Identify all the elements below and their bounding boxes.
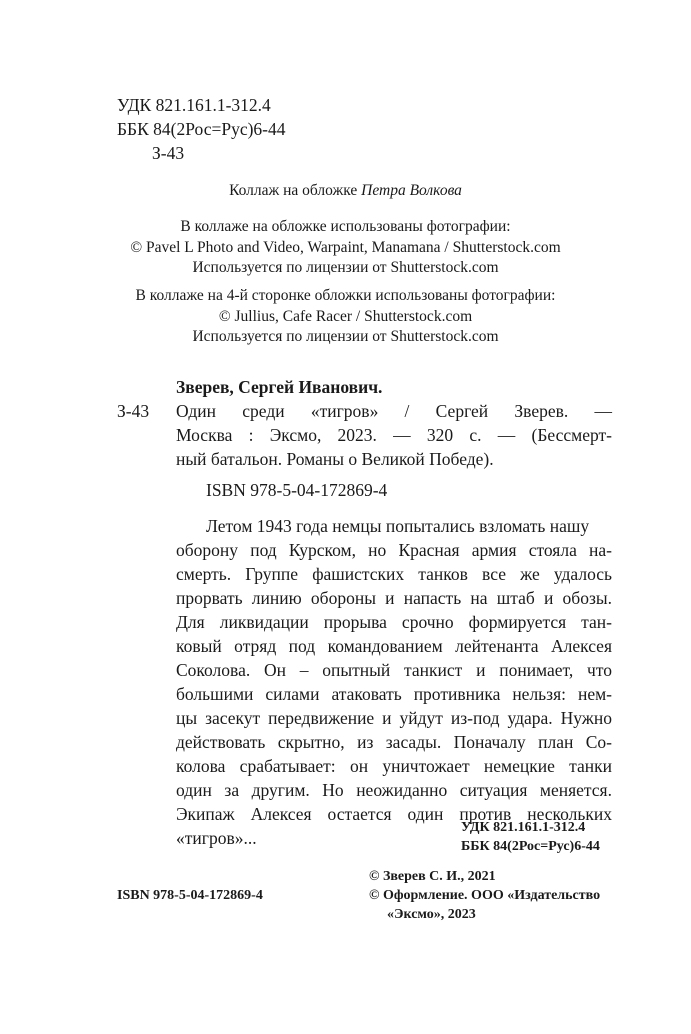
catalog-title-block bbox=[176, 399, 612, 471]
collage-author: Петра Волкова bbox=[361, 182, 462, 199]
copyright-design-continued: «Эксмо», 2023 bbox=[387, 907, 476, 922]
annotation-line: колова срабатывает: он уничтожает немецкие танки bbox=[176, 756, 612, 776]
catalog-title-line: Один среди «тигров» / Сергей Зверев. — bbox=[176, 401, 612, 421]
annotation-line: действовать скрытно, из засады. Поначалу план Со- bbox=[176, 732, 612, 752]
copyright-design: © Оформление. ООО «Издательство bbox=[369, 888, 601, 903]
footer-isbn: ISBN 978-5-04-172869-4 bbox=[117, 888, 263, 903]
catalog-title-line: ный батальон. Романы о Великой Победе). bbox=[176, 449, 494, 469]
annotation-line: оборону под Курском, но Красная армия стояла на- bbox=[176, 540, 612, 560]
annotation-line: «тигров»... bbox=[176, 828, 257, 848]
copyright-author: © Зверев С. И., 2021 bbox=[369, 869, 496, 884]
catalog-isbn: ISBN 978-5-04-172869-4 bbox=[206, 480, 388, 500]
annotation-line: цы засекут передвижение и уйдут из-под удара. Нужно bbox=[176, 708, 612, 728]
annotation-line: большими силами атаковать противника нельзя: нем- bbox=[176, 684, 612, 704]
bbk-code: ББК 84(2Рос=Рус)6-44 bbox=[117, 119, 286, 139]
annotation-first-line: Летом 1943 года немцы попытались взломать нашу bbox=[206, 516, 590, 536]
back-photos-heading: В коллаже на 4-й сторонке обложки использованы фотографии: bbox=[135, 287, 556, 304]
annotation-line: Соколова. Он – опытный танкист и понимает, что bbox=[176, 660, 612, 680]
annotation-line: смерть. Группе фашистских танков все же удалось bbox=[176, 564, 612, 584]
annotation-line: Экипаж Алексея остается один против нескольких bbox=[176, 804, 612, 824]
front-photos-license: Используется по лицензии от Shutterstock.com bbox=[192, 259, 499, 276]
back-photos-credits: © Jullius, Cafe Racer / Shutterstock.com bbox=[218, 307, 473, 325]
annotation-line: один за другим. Но неожиданно ситуация меняется. bbox=[176, 780, 612, 800]
annotation-line: Для ликвидации прорыва срочно формируется тан- bbox=[176, 612, 612, 632]
footer-udk: УДК 821.161.1-312.4 bbox=[461, 820, 586, 835]
catalog-title-line: Москва : Эксмо, 2023. — 320 с. — (Бессмерт- bbox=[176, 425, 612, 445]
annotation-line: ковый отряд под командованием лейтенанта Алексея bbox=[176, 636, 612, 656]
annotation-line: прорвать линию обороны и напасть на штаб и обозы. bbox=[176, 588, 612, 608]
back-photos-license: Используется по лицензии от Shutterstock.com bbox=[192, 328, 499, 345]
catalog-mark: З-43 bbox=[117, 401, 150, 421]
front-photos-credits: © Pavel L Photo and Video, Warpaint, Manamana / Shutterstock.com bbox=[130, 238, 561, 256]
annotation-body bbox=[176, 538, 612, 850]
collage-credit bbox=[0, 181, 691, 202]
collage-label: Коллаж на обложке bbox=[229, 182, 362, 199]
front-photos-heading: В коллаже на обложке использованы фотографии: bbox=[180, 218, 511, 235]
catalog-author: Зверев, Сергей Иванович. bbox=[176, 377, 383, 397]
udk-code: УДК 821.161.1-312.4 bbox=[117, 95, 271, 115]
author-mark: З-43 bbox=[152, 143, 185, 163]
footer-bbk: ББК 84(2Рос=Рус)6-44 bbox=[461, 839, 600, 854]
